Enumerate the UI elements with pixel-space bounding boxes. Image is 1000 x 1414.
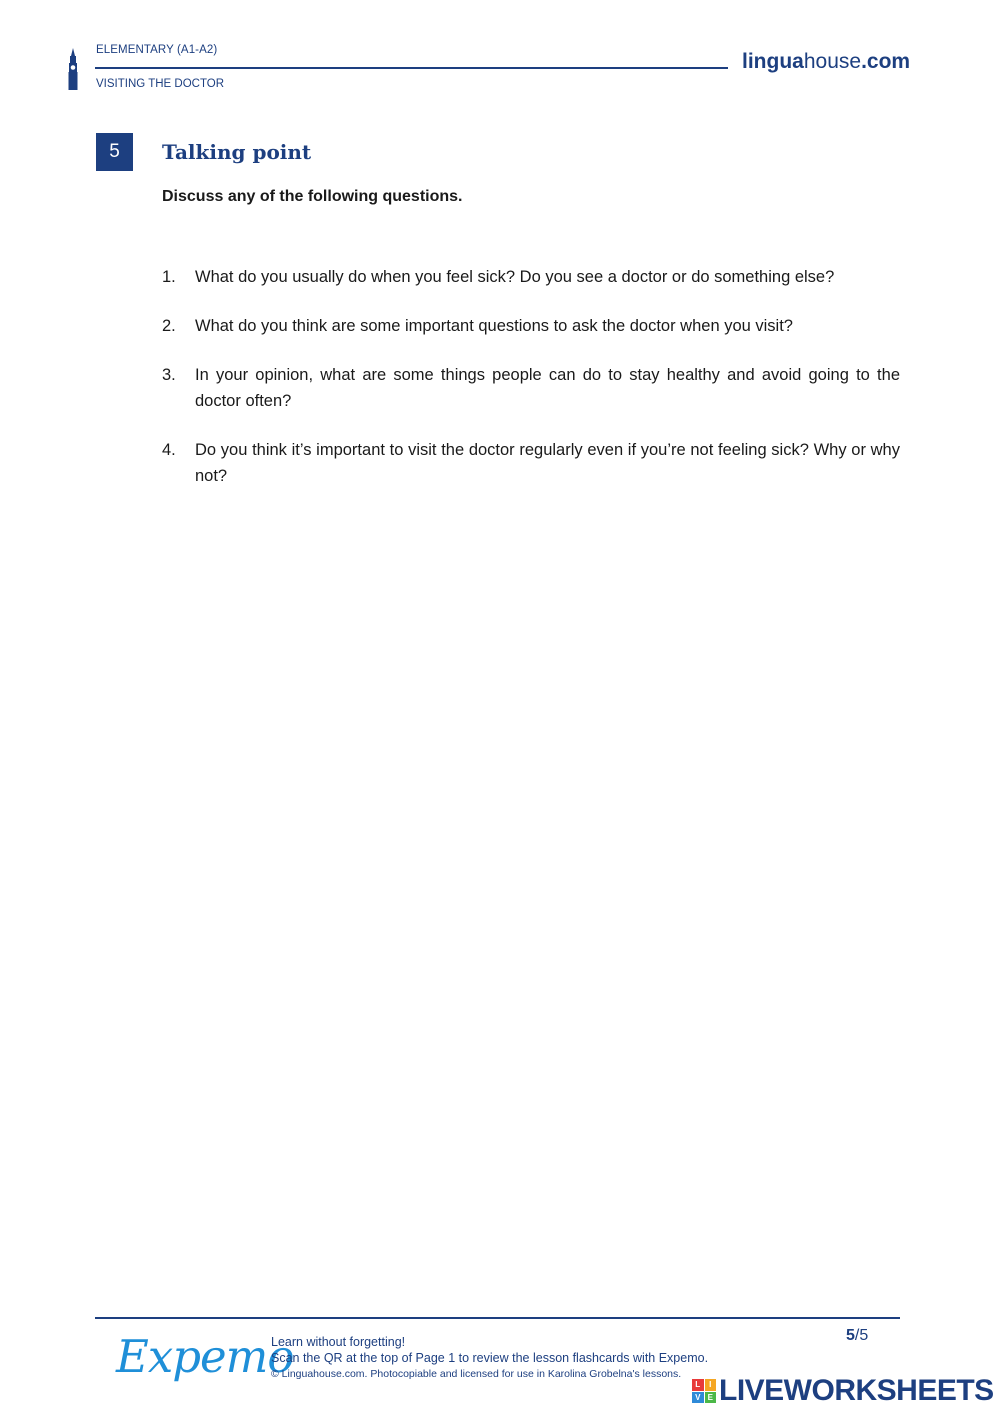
question-list bbox=[162, 264, 900, 512]
footer-tagline: Learn without forgetting! bbox=[271, 1335, 406, 1349]
liveworksheets-icon bbox=[692, 1379, 716, 1403]
footer-divider bbox=[95, 1317, 900, 1319]
lw-icon-letter: I bbox=[705, 1379, 717, 1391]
page-number bbox=[846, 1327, 868, 1345]
question-number: 3. bbox=[162, 366, 176, 384]
lw-icon-letter: V bbox=[692, 1392, 704, 1404]
liveworksheets-watermark[interactable] bbox=[692, 1374, 994, 1408]
instruction-text: Discuss any of the following questions. bbox=[162, 188, 463, 205]
topic-label: VISITING THE DOCTOR bbox=[96, 78, 225, 90]
expemo-logo[interactable]: Expemo bbox=[116, 1330, 294, 1383]
lw-icon-letter: E bbox=[705, 1392, 717, 1404]
brand-part-house: house bbox=[803, 50, 862, 73]
question-text: Do you think it’s important to visit the doctor regularly even if you’re not feeling sick? Why or why not? bbox=[195, 441, 900, 485]
brand-part-lingua: lingua bbox=[742, 50, 804, 73]
brand-part-com: .com bbox=[861, 50, 911, 73]
question-item bbox=[162, 437, 900, 489]
footer-copyright: © Linguahouse.com. Photocopiable and licensed for use in Karolina Grobelna's lessons. bbox=[271, 1368, 682, 1380]
lw-icon-letter: L bbox=[692, 1379, 704, 1391]
question-item bbox=[162, 362, 900, 414]
question-item bbox=[162, 313, 900, 339]
question-text: What do you usually do when you feel sick? Do you see a doctor or do something else? bbox=[195, 268, 835, 286]
page-current: 5 bbox=[846, 1327, 855, 1344]
question-item bbox=[162, 264, 900, 290]
brand-logo[interactable] bbox=[742, 50, 910, 74]
question-number: 2. bbox=[162, 317, 176, 335]
question-text: What do you think are some important questions to ask the doctor when you visit? bbox=[195, 317, 793, 335]
question-text: In your opinion, what are some things people can do to stay healthy and avoid going to the doctor often? bbox=[195, 366, 900, 410]
question-number: 1. bbox=[162, 268, 176, 286]
liveworksheets-text: LIVEWORKSHEETS bbox=[719, 1374, 994, 1407]
page-total: /5 bbox=[854, 1327, 869, 1344]
header-divider bbox=[95, 67, 728, 69]
section-title: Talking point bbox=[162, 140, 312, 164]
big-ben-icon bbox=[66, 48, 80, 90]
question-number: 4. bbox=[162, 441, 176, 459]
level-label: ELEMENTARY (A1-A2) bbox=[96, 44, 218, 56]
section-number-badge: 5 bbox=[96, 133, 133, 171]
footer-qr-note: Scan the QR at the top of Page 1 to review the lesson flashcards with Expemo. bbox=[271, 1351, 709, 1365]
